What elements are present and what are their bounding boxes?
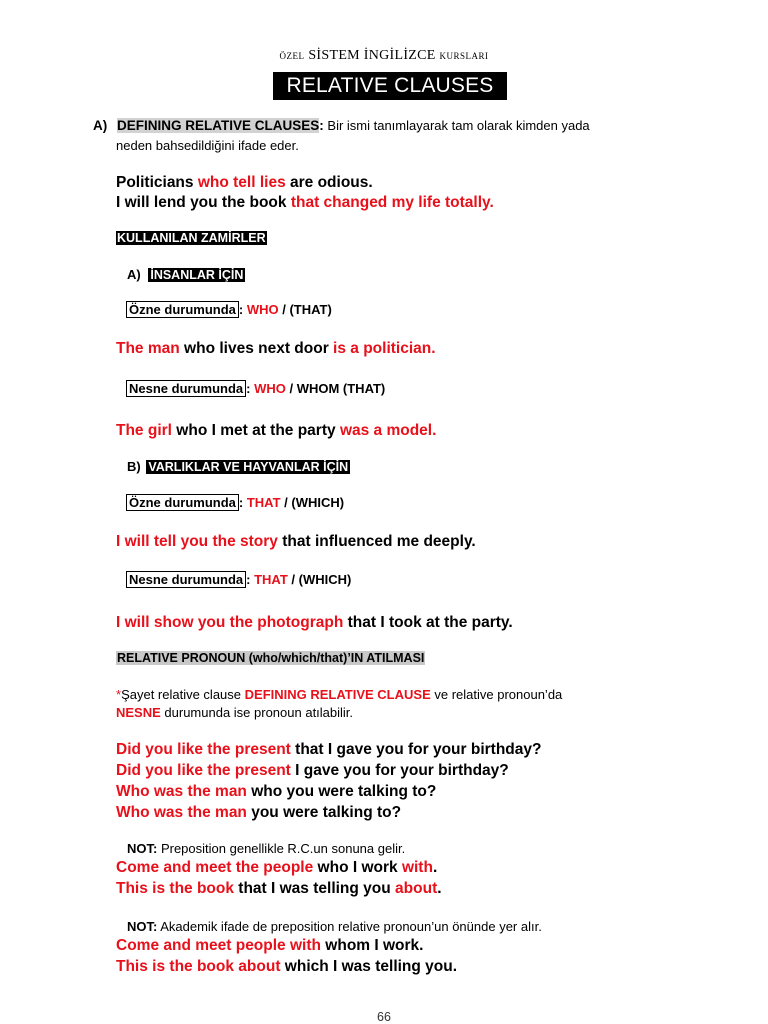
things-letter: B) <box>127 459 141 474</box>
colon: : <box>246 572 251 587</box>
header-post: KURSLARI <box>439 51 489 61</box>
section-a-desc-1: Bir ismi tanımlayarak tam olarak kimden yada <box>323 118 590 133</box>
people-subject-example <box>116 338 436 359</box>
highlighted-phrase: was a model. <box>339 422 437 439</box>
highlighted-phrase: with <box>401 859 433 876</box>
highlighted-phrase: Come and meet the people <box>116 859 314 876</box>
note-1-example <box>116 857 437 878</box>
plain-phrase: whom I work. <box>320 937 424 954</box>
people-object-example <box>116 420 436 441</box>
note-label: NOT: <box>127 841 158 856</box>
plain-phrase: you were talking to? <box>246 804 402 821</box>
note-2 <box>127 918 542 935</box>
plain-phrase: I gave you for your birthday? <box>290 762 509 779</box>
section-a-letter: A) <box>93 118 108 133</box>
highlighted-phrase: that changed my life totally. <box>290 194 494 211</box>
omission-example <box>116 781 436 802</box>
omission-heading: RELATIVE PRONOUN (who/which/that)’IN ATILMASI <box>117 651 425 665</box>
header-pre: ÖZEL <box>279 51 305 61</box>
plain-phrase: that I was telling you <box>233 880 396 897</box>
highlighted-phrase: is a politician. <box>333 340 436 357</box>
plain-phrase: who I met at the party <box>171 422 340 439</box>
note-label: NOT: <box>127 919 158 934</box>
omission-example <box>116 739 541 760</box>
page-number: 66 <box>377 1010 391 1024</box>
plain-phrase: Şayet relative clause <box>121 687 245 702</box>
people-object-row <box>126 381 385 396</box>
plain-phrase: that I took at the party. <box>343 614 513 631</box>
plain-phrase: who I work <box>313 859 402 876</box>
plain-phrase: that influenced me deeply. <box>277 533 476 550</box>
colon: : <box>238 302 244 317</box>
highlighted-phrase: I will show you the photograph <box>116 614 344 631</box>
section-a-colon: : <box>319 118 324 133</box>
pronoun-main: WHO <box>243 302 279 317</box>
omission-note-line <box>116 704 353 721</box>
people-heading <box>127 267 245 282</box>
subject-case-label: Özne durumunda <box>126 494 239 511</box>
pronouns-heading: KULLANILAN ZAMİRLER <box>117 231 266 245</box>
note-2-example <box>116 956 457 977</box>
subject-case-label: Özne durumunda <box>126 301 239 318</box>
colon: : <box>238 495 244 510</box>
section-a-desc-2: neden bahsedildiğini ifade eder. <box>116 138 299 153</box>
defining-rc-label: DEFINING RELATIVE CLAUSES <box>117 118 320 133</box>
omission-example <box>116 760 509 781</box>
highlighted-phrase: Who was the man <box>116 783 247 800</box>
highlighted-phrase: Did you like the present <box>116 741 291 758</box>
highlighted-phrase: Come and meet people with <box>116 937 321 954</box>
highlighted-phrase: This is the book about <box>116 958 281 975</box>
object-case-label: Nesne durumunda <box>126 380 246 397</box>
highlighted-phrase: who tell lies <box>197 174 286 191</box>
note-1-example <box>116 878 442 899</box>
plain-phrase: I will lend you the book <box>116 194 291 211</box>
highlighted-phrase: Did you like the present <box>116 762 291 779</box>
highlighted-phrase: The girl <box>116 422 172 439</box>
plain-phrase: . <box>432 859 438 876</box>
pronoun-rest: / (WHICH) <box>287 572 352 587</box>
things-heading <box>127 459 350 474</box>
page-title: RELATIVE CLAUSES <box>273 72 507 100</box>
pronoun-rest: / WHOM (THAT) <box>285 381 386 396</box>
people-label: İNSANLAR İÇİN <box>150 268 244 282</box>
intro-example <box>116 192 494 213</box>
page-header <box>0 48 768 64</box>
people-subject-row <box>126 302 332 317</box>
plain-phrase: durumunda ise pronoun atılabilir. <box>160 705 354 720</box>
plain-phrase: that I gave you for your birthday? <box>290 741 542 758</box>
pronoun-rest: / (THAT) <box>278 302 332 317</box>
things-object-row <box>126 572 351 587</box>
plain-phrase: Politicians <box>116 174 198 191</box>
colon: : <box>246 381 251 396</box>
highlighted-phrase: The man <box>116 340 180 357</box>
people-letter: A) <box>127 267 141 282</box>
highlighted-phrase: I will tell you the story <box>116 533 278 550</box>
highlighted-phrase: NESNE <box>116 705 161 720</box>
plain-phrase: . <box>437 880 442 897</box>
note-text: Preposition genellikle R.C.un sonuna gelir. <box>157 841 406 856</box>
highlighted-phrase: about <box>395 880 438 897</box>
pronoun-main: WHO <box>250 381 286 396</box>
note-2-example <box>116 935 423 956</box>
plain-phrase: which I was telling you. <box>280 958 458 975</box>
note-text: Akademik ifade de preposition relative pronoun’un önünde yer alır. <box>157 919 542 934</box>
header-main: SİSTEM İNGİLİZCE <box>308 48 436 63</box>
things-subject-row <box>126 495 344 510</box>
highlighted-phrase: * <box>116 687 122 702</box>
highlighted-phrase: This is the book <box>116 880 234 897</box>
intro-example <box>116 172 373 193</box>
plain-phrase: who you were talking to? <box>246 783 437 800</box>
omission-example <box>116 802 401 823</box>
highlighted-phrase: DEFINING RELATIVE CLAUSE <box>244 687 431 702</box>
highlighted-phrase: Who was the man <box>116 804 247 821</box>
pronoun-main: THAT <box>243 495 281 510</box>
plain-phrase: are odious. <box>285 174 373 191</box>
section-a-heading <box>93 118 590 133</box>
pronoun-rest: / (WHICH) <box>280 495 345 510</box>
plain-phrase: ve relative pronoun’da <box>430 687 563 702</box>
object-case-label: Nesne durumunda <box>126 571 246 588</box>
pronoun-main: THAT <box>250 572 288 587</box>
things-object-example <box>116 612 513 633</box>
note-1 <box>127 840 405 857</box>
things-label: VARLIKLAR VE HAYVANLAR İÇİN <box>148 460 349 474</box>
omission-note-line <box>116 686 562 703</box>
plain-phrase: who lives next door <box>179 340 334 357</box>
things-subject-example <box>116 531 476 552</box>
